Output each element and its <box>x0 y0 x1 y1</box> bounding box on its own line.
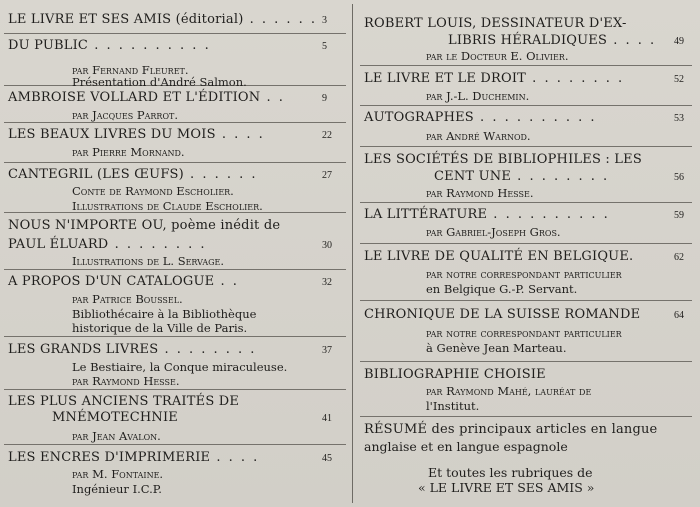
entry-title <box>364 249 633 265</box>
leader-dots: . . . . . . . . . . <box>473 110 597 125</box>
entry-title-text: CHRONIQUE DE LA SUISSE ROMANDE <box>364 307 641 322</box>
entry-title-text: BIBLIOGRAPHIE CHOISIE <box>364 367 546 382</box>
entry-title-text: A PROPOS D'UN CATALOGUE <box>8 274 215 289</box>
entry-separator <box>360 146 692 147</box>
entry-detail-line: par J.-L. Duchemin. <box>426 89 530 103</box>
entry-title <box>8 394 239 410</box>
entry-detail-line: par Raymond Mahé, lauréat de <box>426 384 592 398</box>
entry-detail-line: l'Institut. <box>426 399 480 413</box>
entry-detail-line: par Fernand Fleuret. <box>72 63 189 77</box>
entry-title-text: LES BEAUX LIVRES DU MOIS <box>8 127 216 142</box>
entry-detail-line: Illustrations de L. Servage. <box>72 254 225 268</box>
entry-title-text: AUTOGRAPHES <box>364 110 474 125</box>
leader-dots: . . . . <box>210 450 260 465</box>
page-number: 64 <box>674 310 684 321</box>
page-number: 52 <box>674 74 684 85</box>
page-number: 9 <box>322 93 327 104</box>
entry-title-text: LE LIVRE ET SES AMIS (éditorial) <box>8 12 244 27</box>
entry-title-text: LES GRANDS LIVRES <box>8 342 159 357</box>
entry-detail-line: Le Bestiaire, la Conque miraculeuse. <box>72 360 288 374</box>
entry-title <box>8 342 256 358</box>
entry-separator <box>4 33 346 34</box>
leader-dots: . . . . . . . . <box>526 71 625 86</box>
leader-dots: . . . . . . . . . . <box>487 207 610 222</box>
page-number: 30 <box>322 240 332 251</box>
entry-separator <box>360 65 692 66</box>
page-number: 45 <box>322 453 332 464</box>
entry-separator <box>4 269 346 270</box>
entry-detail-line: par Gabriel-Joseph Gros. <box>426 225 561 239</box>
entry-title <box>8 127 265 143</box>
entry-title-text: LE LIVRE DE QUALITÉ EN BELGIQUE. <box>364 249 634 264</box>
entry-title-text: AMBROISE VOLLARD ET L'ÉDITION <box>8 90 261 105</box>
entry-detail-line: par Jacques Parrot. <box>72 108 179 122</box>
entry-detail-line: par Patrice Boussel. <box>72 292 183 306</box>
entry-detail-line: par Pierre Mornand. <box>72 145 185 159</box>
leader-dots: . . . . . . <box>183 167 258 182</box>
leader-dots: . . . . . . . . <box>108 237 207 252</box>
entry-title-text: LA LITTÉRATURE <box>364 207 488 222</box>
entry-detail-line: Bibliothécaire à la Bibliothèque <box>72 307 257 321</box>
leader-dots: . . . . <box>607 33 657 48</box>
entry-separator <box>360 416 692 417</box>
entry-title-text: RÉSUMÉ des principaux articles en langue <box>364 422 658 437</box>
entry-separator <box>4 336 346 337</box>
entry-title-continued <box>8 237 207 253</box>
entry-separator <box>4 389 346 390</box>
entry-title-text: LE LIVRE ET LE DROIT <box>364 71 527 86</box>
leader-dots: . . <box>214 274 239 289</box>
page-number: 49 <box>674 36 684 47</box>
page-number: 27 <box>322 170 332 181</box>
entry-detail-line: « LE LIVRE ET SES AMIS » <box>418 480 595 495</box>
entry-detail-line: en Belgique G.-P. Servant. <box>426 282 578 296</box>
entry-detail-line: par notre correspondant particulier <box>426 326 622 340</box>
page-number: 37 <box>322 345 332 356</box>
entry-title-text: PAUL ÉLUARD <box>8 237 109 252</box>
entry-title <box>364 367 546 383</box>
entry-detail-line: par Raymond Hesse. <box>72 374 180 388</box>
entry-separator <box>360 105 692 106</box>
entry-separator <box>360 361 692 362</box>
entry-separator <box>360 202 692 203</box>
entry-title-continued <box>52 410 178 426</box>
page-number: 59 <box>674 210 684 221</box>
entry-title-text: ROBERT LOUIS, DESSINATEUR D'EX- <box>364 16 627 31</box>
entry-title-text: LES PLUS ANCIENS TRAITÉS DE <box>8 394 240 409</box>
page-number: 53 <box>674 113 684 124</box>
entry-detail-line: par M. Fontaine. <box>72 467 164 481</box>
entry-title <box>364 307 640 323</box>
page-number: 41 <box>322 413 332 424</box>
page-number: 32 <box>322 277 332 288</box>
entry-title-text: LES ENCRES D'IMPRIMERIE <box>8 450 211 465</box>
entry-detail-line: Illustrations de Claude Escholier. <box>72 199 263 213</box>
entry-separator <box>360 300 692 301</box>
entry-title-text: MNÉMOTECHNIE <box>52 410 178 425</box>
toc-right-column <box>356 0 696 507</box>
entry-title <box>8 12 317 28</box>
entry-title <box>364 152 642 168</box>
entry-title-text: CANTEGRIL (LES ŒUFS) <box>8 167 184 182</box>
entry-title-text: NOUS N'IMPORTE OU, poème inédit de <box>8 218 281 233</box>
leader-dots: . . <box>260 90 285 105</box>
leader-dots: . . . . . . . . <box>511 169 610 184</box>
leader-dots: . . . . . . <box>243 12 318 27</box>
entry-detail-line: Ingénieur I.C.P. <box>72 482 162 496</box>
entry-detail-line: par Jean Avalon. <box>72 429 161 443</box>
entry-title <box>8 450 259 466</box>
entry-title <box>364 16 627 32</box>
entry-separator <box>4 162 346 163</box>
entry-title <box>8 38 211 54</box>
page-number: 22 <box>322 130 332 141</box>
column-divider <box>352 4 353 503</box>
entry-detail-line: par André Warnod. <box>426 129 531 143</box>
leader-dots: . . . . . . . . . . <box>88 38 211 53</box>
entry-detail-line: par le Docteur E. Olivier. <box>426 49 569 63</box>
entry-title <box>364 207 610 223</box>
entry-title <box>8 90 285 106</box>
entry-title-continued <box>434 169 609 185</box>
entry-separator <box>360 243 692 244</box>
page-number: 62 <box>674 252 684 263</box>
entry-detail-line: Et toutes les rubriques de <box>428 465 593 480</box>
entry-title-continued <box>448 33 656 49</box>
entry-detail-line: par notre correspondant particulier <box>426 267 622 281</box>
entry-separator <box>4 444 346 445</box>
entry-title-text: LIBRIS HÉRALDIQUES <box>448 33 608 48</box>
entry-title <box>364 71 624 87</box>
entry-title-text: LES SOCIÉTÉS DE BIBLIOPHILES : LES <box>364 152 642 167</box>
page-number: 56 <box>674 172 684 183</box>
page-number: 3 <box>322 15 327 26</box>
entry-title <box>8 274 239 290</box>
entry-detail-line: Présentation d'André Salmon. <box>72 75 247 89</box>
page-number: 5 <box>322 41 327 52</box>
entry-detail-line: par Raymond Hesse. <box>426 186 534 200</box>
entry-title <box>364 422 657 438</box>
entry-title <box>8 218 280 234</box>
entry-detail-line: à Genève Jean Marteau. <box>426 341 567 355</box>
entry-detail-line: anglaise et en langue espagnole <box>364 439 568 454</box>
entry-title-text: DU PUBLIC <box>8 38 89 53</box>
entry-title <box>8 167 258 183</box>
entry-title <box>364 110 597 126</box>
leader-dots: . . . . . . . . <box>158 342 257 357</box>
entry-detail-line: Conte de Raymond Escholier. <box>72 184 234 198</box>
entry-detail-line: historique de la Ville de Paris. <box>72 321 248 335</box>
leader-dots: . . . . <box>215 127 265 142</box>
entry-title-text: CENT UNE <box>434 169 512 184</box>
